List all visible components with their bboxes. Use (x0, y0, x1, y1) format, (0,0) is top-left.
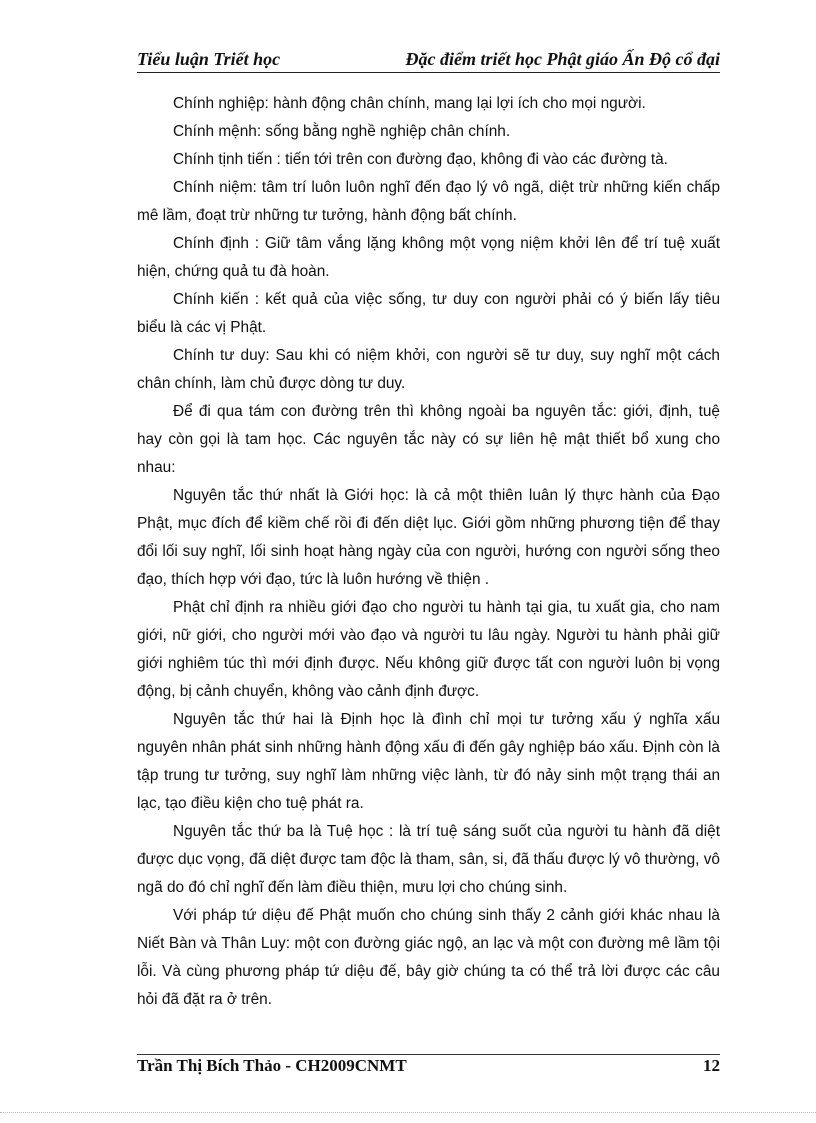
header-right-title: Đặc điểm triết học Phật giáo Ấn Độ cổ đại (405, 49, 720, 69)
footer-author: Trần Thị Bích Thảo - CH2009CNMT (137, 1056, 407, 1075)
paragraph: Chính kiến : kết quả của việc sống, tư duy con người phải có ý biến lấy tiêu biểu là các vị Phật. (137, 291, 720, 336)
footer-rule (137, 1054, 720, 1055)
page-bottom-border (0, 1112, 816, 1113)
paragraph: Chính định : Giữ tâm vắng lặng không một vọng niệm khởi lên để trí tuệ xuất hiện, chứng quả tu đà hoàn. (137, 235, 720, 280)
page-footer (137, 1056, 720, 1076)
body-text (137, 90, 720, 1014)
paragraph: Nguyên tắc thứ ba là Tuệ học : là trí tuệ sáng suốt của người tu hành đã diệt được dục vọng, đã diệt được tam độc là tham, sân, si, đã thấu được lý vô thường, vô ngã do đó chỉ nghĩ đến làm điều thiện, mưu lợi cho chúng sinh. (137, 823, 720, 896)
paragraph: Chính mệnh: sống bằng nghề nghiệp chân chính. (173, 123, 511, 140)
paragraph: Nguyên tắc thứ hai là Định học là đình chỉ mọi tư tưởng xấu ý nghĩa xấu nguyên nhân phát sinh những hành động xấu đi đến gây nghiệp báo xấu. Định còn là tập trung tư tưởng, suy nghĩ làm những việc lành, từ đó nảy sinh một trạng thái an lạc, tạo điều kiện cho tuệ phát ra. (137, 711, 720, 812)
paragraph: Phật chỉ định ra nhiều giới đạo cho người tu hành tại gia, tu xuất gia, cho nam giới, nữ giới, cho người mới vào đạo và người tu lâu ngày. Người tu hành phải giữ giới nghiêm túc thì mới định được. Nếu không giữ được tất con người luôn bị vọng động, bị cảnh chuyển, không vào cảnh định được. (137, 599, 720, 700)
paragraph: Chính tư duy: Sau khi có niệm khởi, con người sẽ tư duy, suy nghĩ một cách chân chính, làm chủ được dòng tư duy. (137, 347, 720, 392)
header-left-title: Tiểu luận Triết học (137, 49, 281, 69)
paragraph: Chính nghiệp: hành động chân chính, mang lại lợi ích cho mọi người. (173, 95, 646, 112)
paragraph: Chính niệm: tâm trí luôn luôn nghĩ đến đạo lý vô ngã, diệt trừ những kiến chấp mê lầm, đoạt trừ những tư tưởng, hành động bất chính. (137, 179, 720, 224)
paragraph: Với pháp tứ diệu đế Phật muốn cho chúng sinh thấy 2 cảnh giới khác nhau là Niết Bàn và Thân Luy: một con đường giác ngộ, an lạc và một con đường mê lầm tội lỗi. Và cùng phương pháp tứ diệu đế, bây giờ chúng ta có thể trả lời được các câu hỏi đã đặt ra ở trên. (137, 907, 720, 1008)
page-header (137, 44, 720, 73)
paragraph: Chính tịnh tiến : tiến tới trên con đường đạo, không đi vào các đường tà. (173, 151, 668, 168)
paragraph: Nguyên tắc thứ nhất là Giới học: là cả một thiên luân lý thực hành của Đạo Phật, mục đích để kiềm chế rồi đi đến diệt lục. Giới gồm những phương tiện để thay đổi lối suy nghĩ, lối sinh hoạt hàng ngày của con người, hướng con người sống theo đạo, thích hợp với đạo, tức là luôn hướng về thiện . (137, 487, 720, 588)
paragraph: Để đi qua tám con đường trên thì không ngoài ba nguyên tắc: giới, định, tuệ hay còn gọi là tam học. Các nguyên tắc này có sự liên hệ mật thiết bổ xung cho nhau: (137, 403, 720, 476)
page-number: 12 (703, 1056, 720, 1075)
